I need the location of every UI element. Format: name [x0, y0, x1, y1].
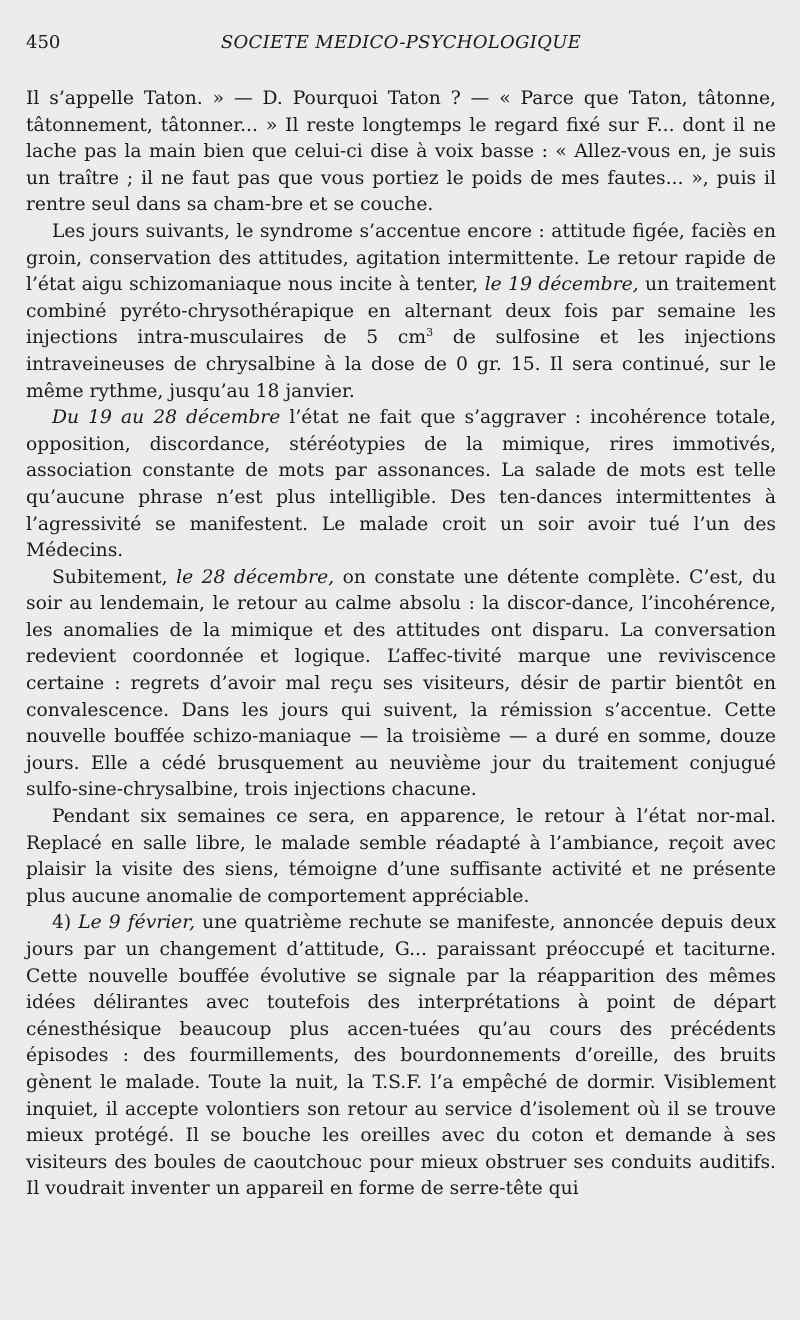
paragraph — [26, 86, 776, 219]
paragraph — [26, 219, 776, 405]
text-run: Il s’appelle Taton. » — D. Pourquoi Taton ? — « Parce que Taton, tâtonne, tâtonnement, tâtonner... » Il reste longtemps le regard fixé sur F... dont il ne lache pas la main bien que celui-ci dise à voix basse : « Allez-vous en, je suis un traître ; il ne faut pas que vous portiez le poids de mes fautes... », puis il rentre seul dans sa cham-bre et se couche. — [26, 88, 776, 216]
text-run: Les jours suivants, le syndrome s’accentue encore : attitude figée, faciès en groin, conservation des attitudes, agitation intermittente. Le retour rapide de l’état aigu schizomaniaque nous incite à tenter, — [26, 220, 776, 296]
paragraph — [26, 910, 776, 1203]
text-run: l’état ne fait que s’aggraver : incohérence totale, opposition, discordance, stéréotypies de la mimique, rires immotivés, association constante de mots par assonances. La salade de mots est telle qu’aucune phrase n’est plus intelligible. Des ten-dances intermittentes à l’agressivité se manifestent. Le malade croit un soir avoir tué l’un des Médecins. — [26, 407, 776, 562]
body-text — [26, 86, 776, 1203]
italic-text: le 19 décembre, — [484, 274, 639, 296]
running-head: SOCIETE MEDICO-PSYCHOLOGIQUE — [220, 32, 582, 53]
text-run: un traitement combiné pyréto-chrysothérapique en alternant deux fois par semaine les injections intra-musculaires de 5 cm — [26, 274, 776, 349]
text-run: on constate une détente complète. C’est, du soir au lendemain, le retour au calme absolu : la discor-dance, l’incohérence, les anomalies de la mimique et des attitudes ont disparu. La conversation redevient coordonnée et logique. L’affec-tivité marque une reviviscence certaine : regrets d’avoir mal reçu ses visiteurs, désir de partir bientôt en convalescence. Dans les jours qui suivent, la rémission s’accentue. Cette nouvelle bouffée schizo-maniaque — la troisième — a duré en somme, douze jours. Elle a cédé brusquement au neuvième jour du traitement conjugué sulfo-sine-chrysalbine, trois injections chacune. — [26, 566, 776, 801]
text-run: de sulfosine et les injections intraveineuses de chrysalbine à la dose de 0 gr. 15. Il sera continué, sur le même rythme, jusqu’au 18 janvier. — [26, 327, 777, 402]
text-run: Pendant six semaines ce sera, en apparence, le retour à l’état nor-mal. Replacé en salle libre, le malade semble réadapté à l’ambiance, reçoit avec plaisir la visite des siens, témoigne d’une suffisante activité et ne présente plus aucune anomalie de comportement appréciable. — [26, 806, 776, 907]
italic-text: le 28 décembre, — [176, 566, 335, 588]
italic-text: Le 9 février, — [78, 912, 196, 934]
italic-text: Du 19 au 28 décembre — [52, 407, 281, 429]
superscript: 3 — [426, 326, 434, 340]
page-number: 450 — [26, 32, 61, 53]
paragraph — [26, 804, 776, 910]
text-run: Subitement, — [52, 566, 177, 588]
paragraph — [26, 405, 776, 565]
paragraph — [26, 565, 776, 804]
text-run: 4) — [52, 912, 79, 934]
page-header — [26, 32, 776, 62]
text-run: une quatrième rechute se manifeste, annoncée depuis deux jours par un changement d’attitude, G... paraissant préoccupé et taciturne. Cette nouvelle bouffée évolutive se signale par la réapparition des mêmes idées délirantes avec toutefois des interprétations à point de départ cénesthésique beaucoup plus accen-tuées qu’au cours des précédents épisodes : des fourmillements, des bourdonnements d’oreille, des bruits gènent le malade. Toute la nuit, la T.S.F. l’a empêché de dormir. Visiblement inquiet, il accepte volontiers son retour au service d’isolement où il se trouve mieux protégé. Il se bouche les oreilles avec du coton et demande à ses visiteurs des boules de caoutchouc pour mieux obstruer ses conduits auditifs. Il voudrait inventer un appareil en forme de serre-tête qui — [26, 912, 777, 1200]
